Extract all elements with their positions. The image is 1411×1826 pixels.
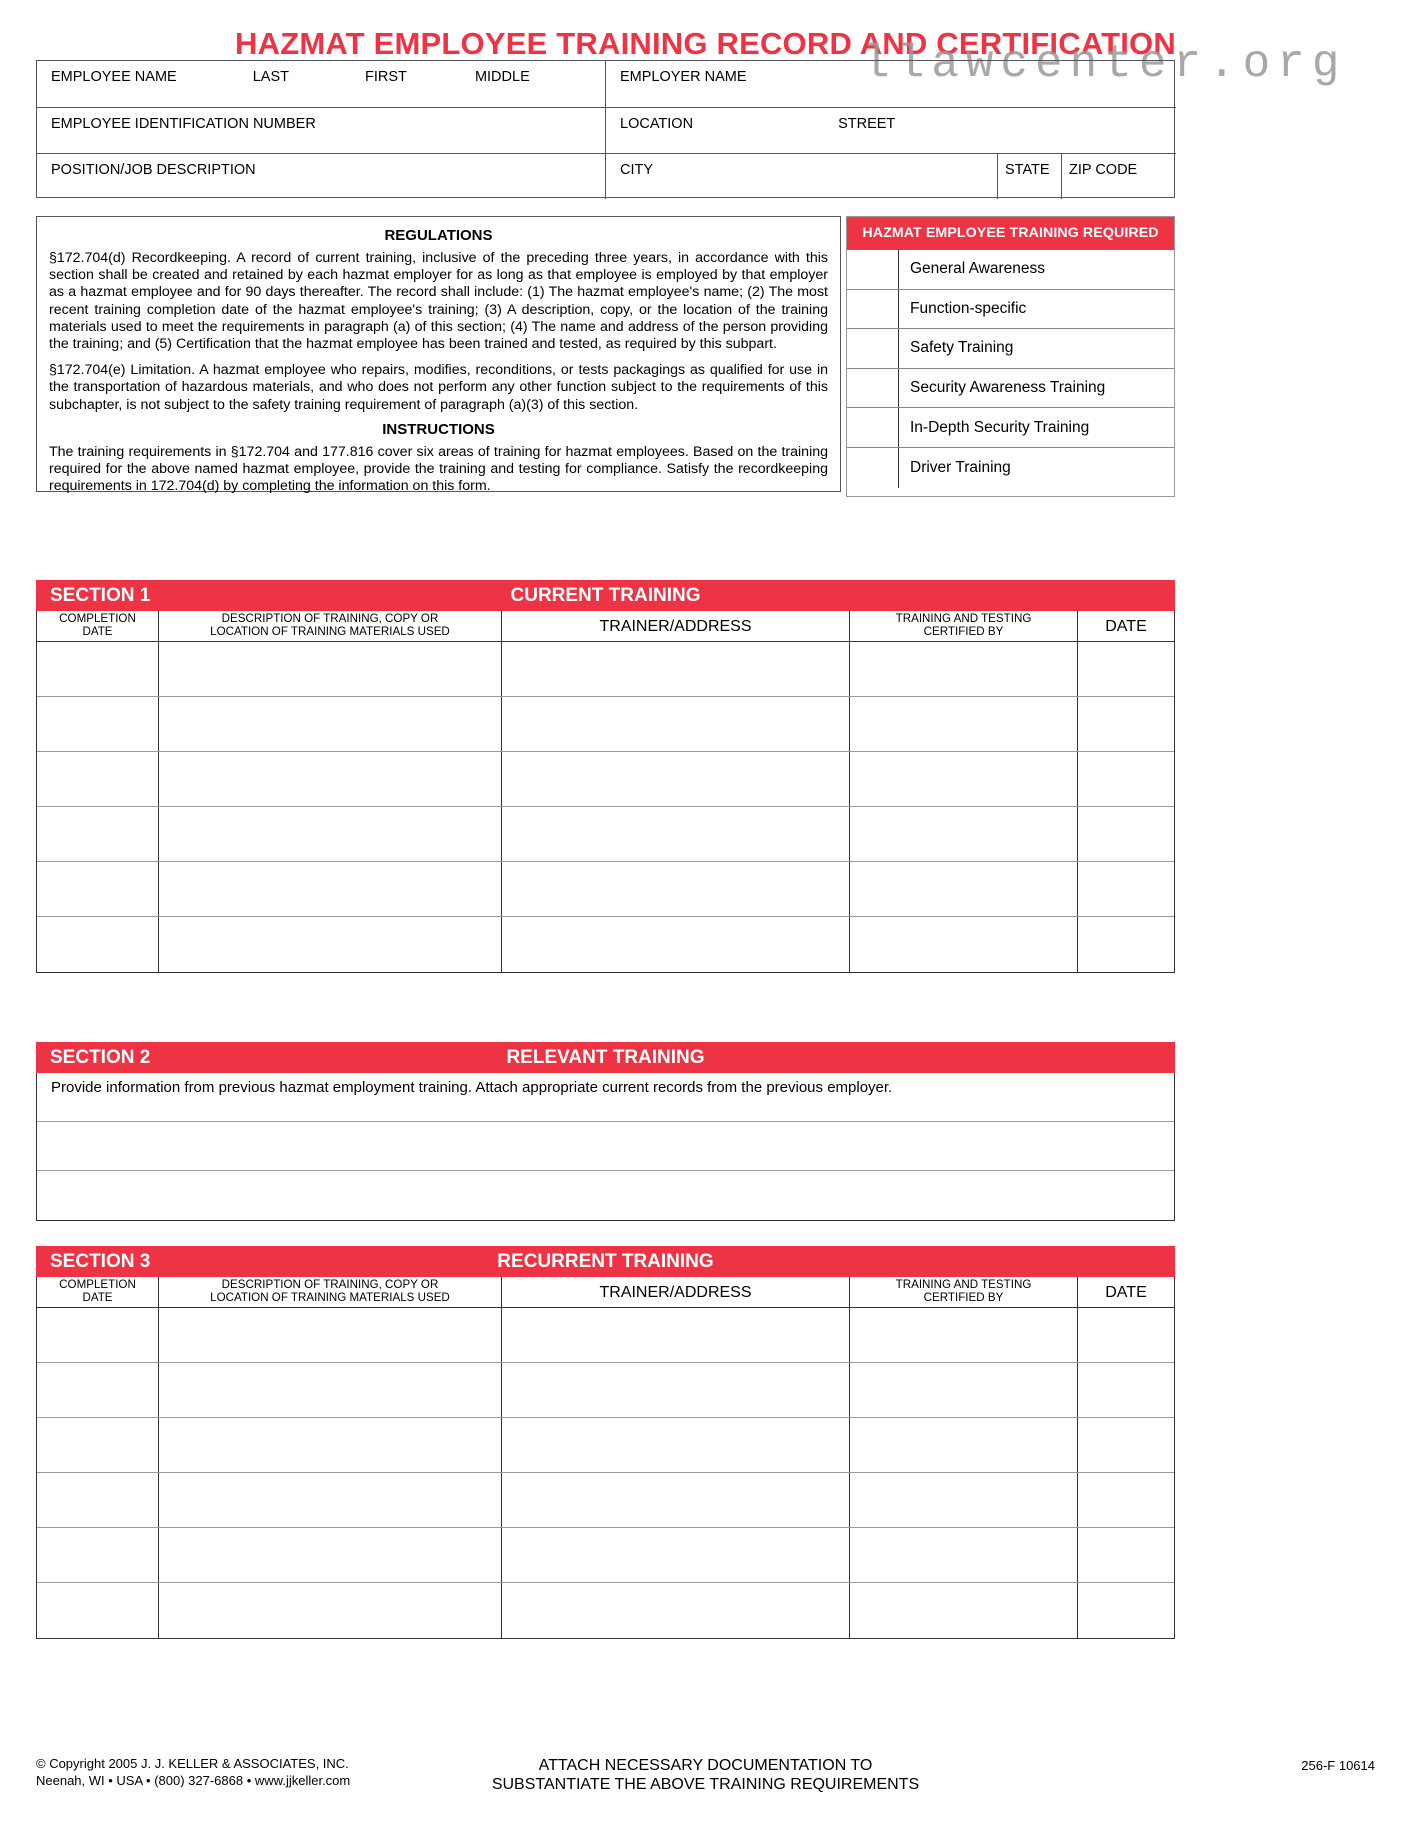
section1-table-header bbox=[37, 611, 1174, 642]
checkbox-cell[interactable] bbox=[847, 290, 899, 329]
col-line2: LOCATION OF TRAINING MATERIALS USED bbox=[210, 625, 450, 638]
col-line2: CERTIFIED BY bbox=[923, 625, 1004, 638]
table-row[interactable] bbox=[37, 862, 1174, 917]
col-line1: COMPLETION bbox=[59, 1278, 136, 1292]
cell-certified-by[interactable] bbox=[850, 1363, 1078, 1417]
instructions-heading: INSTRUCTIONS bbox=[382, 420, 495, 438]
table-row[interactable] bbox=[37, 642, 1174, 697]
table-row[interactable] bbox=[37, 1473, 1174, 1528]
cell-date[interactable] bbox=[1078, 917, 1174, 972]
training-required-item[interactable] bbox=[847, 369, 1174, 409]
section2-body bbox=[36, 1073, 1175, 1221]
city-field[interactable] bbox=[606, 154, 998, 199]
col-line1: DESCRIPTION OF TRAINING, COPY OR bbox=[221, 612, 439, 626]
section2-blank-line[interactable] bbox=[37, 1122, 1174, 1171]
zip-label: ZIP CODE bbox=[1069, 162, 1138, 178]
training-required-item[interactable] bbox=[847, 250, 1174, 290]
section1-number: SECTION 1 bbox=[50, 585, 151, 606]
section3-table bbox=[36, 1277, 1175, 1639]
employee-name-field[interactable] bbox=[37, 61, 606, 108]
section3-table-header bbox=[37, 1277, 1174, 1308]
col-line1: DESCRIPTION OF TRAINING, COPY OR bbox=[221, 1278, 439, 1292]
section2-header-bar bbox=[36, 1042, 1175, 1073]
col-line1: DATE bbox=[1105, 1283, 1147, 1301]
regulations-heading: REGULATIONS bbox=[384, 227, 493, 244]
cell-trainer[interactable] bbox=[502, 697, 850, 751]
instructions-body: The training requirements in §172.704 and 177.816 cover six areas of training for hazmat employees. Based on the training required for the above named hazmat employee, provide the training and testing for compliance. Satisfy the recordkeeping requirements in 172.704(d) by completing the information on this form. bbox=[49, 443, 828, 495]
section3-number: SECTION 3 bbox=[50, 1251, 151, 1272]
table-row[interactable] bbox=[37, 807, 1174, 862]
checkbox-cell[interactable] bbox=[847, 408, 899, 447]
cell-description[interactable] bbox=[159, 807, 502, 861]
regulations-paragraph-1: §172.704(d) Recordkeeping. A record of current training, inclusive of the preceding three years, in accordance with this section shall be created and retained by each hazmat employer for as long as that employee is employed by that employer as a hazmat employee and for 90 days thereafter. The record shall include: (1) The hazmat employee's name; (2) The most recent training completion date of the hazmat employee's training; (3) A description, copy, or the location of the training materials used to meet the requirements in paragraph (a) of this section; (4) The name and address of the person providing the training; and (5) Certification that the hazmat employee has been trained and tested, as required by this subpart. bbox=[49, 250, 828, 353]
attach-line-1: ATTACH NECESSARY DOCUMENTATION TO bbox=[538, 1757, 873, 1774]
cell-date[interactable] bbox=[1078, 1308, 1174, 1362]
position-field[interactable] bbox=[37, 154, 606, 199]
table-row[interactable] bbox=[37, 1363, 1174, 1418]
training-required-item[interactable] bbox=[847, 290, 1174, 330]
column-header-certified-by bbox=[850, 611, 1078, 641]
state-label: STATE bbox=[1005, 162, 1050, 178]
col-line1: TRAINER/ADDRESS bbox=[599, 617, 752, 635]
section1-table bbox=[36, 611, 1175, 973]
cell-date[interactable] bbox=[1078, 642, 1174, 696]
table-row[interactable] bbox=[37, 752, 1174, 807]
employee-name-label: EMPLOYEE NAME bbox=[51, 69, 177, 85]
cell-description[interactable] bbox=[159, 1528, 502, 1582]
cell-description[interactable] bbox=[159, 917, 502, 972]
cell-certified-by[interactable] bbox=[850, 1583, 1078, 1638]
cell-completion-date[interactable] bbox=[37, 752, 159, 806]
cell-certified-by[interactable] bbox=[850, 1528, 1078, 1582]
cell-certified-by[interactable] bbox=[850, 642, 1078, 696]
column-header-certified-by bbox=[850, 1277, 1078, 1307]
cell-description[interactable] bbox=[159, 1308, 502, 1362]
checkbox-cell[interactable] bbox=[847, 369, 899, 408]
col-line2: CERTIFIED BY bbox=[923, 1291, 1004, 1304]
col-line1: TRAINER/ADDRESS bbox=[599, 1283, 752, 1301]
copyright-line-1: © Copyright 2005 J. J. KELLER & ASSOCIATES, INC. bbox=[36, 1756, 349, 1771]
section1-header-bar bbox=[36, 580, 1175, 611]
attach-line-2: SUBSTANTIATE THE ABOVE TRAINING REQUIREMENTS bbox=[491, 1776, 920, 1793]
column-header-trainer-address bbox=[502, 611, 850, 641]
attach-documentation-note bbox=[0, 1756, 1411, 1794]
table-row[interactable] bbox=[37, 697, 1174, 752]
cell-completion-date[interactable] bbox=[37, 1528, 159, 1582]
cell-trainer[interactable] bbox=[502, 862, 850, 916]
last-label: LAST bbox=[252, 69, 289, 85]
employee-id-label: EMPLOYEE IDENTIFICATION NUMBER bbox=[51, 116, 316, 132]
cell-date[interactable] bbox=[1078, 1363, 1174, 1417]
cell-description[interactable] bbox=[159, 1473, 502, 1527]
cell-completion-date[interactable] bbox=[37, 1418, 159, 1472]
cell-certified-by[interactable] bbox=[850, 807, 1078, 861]
cell-description[interactable] bbox=[159, 642, 502, 696]
column-header-date bbox=[1078, 611, 1174, 641]
watermark: llawcenter.org bbox=[862, 38, 1347, 90]
form-number: 256-F 10614 bbox=[1301, 1758, 1375, 1773]
cell-trainer[interactable] bbox=[502, 1473, 850, 1527]
cell-completion-date[interactable] bbox=[37, 807, 159, 861]
cell-completion-date[interactable] bbox=[37, 862, 159, 916]
table-row[interactable] bbox=[37, 1418, 1174, 1473]
cell-trainer[interactable] bbox=[502, 1418, 850, 1472]
cell-trainer[interactable] bbox=[502, 752, 850, 806]
regulations-panel bbox=[36, 216, 841, 495]
cell-completion-date[interactable] bbox=[37, 697, 159, 751]
cell-certified-by[interactable] bbox=[850, 1308, 1078, 1362]
table-row[interactable] bbox=[37, 1583, 1174, 1638]
training-required-label: Driver Training bbox=[910, 458, 1011, 476]
first-label: FIRST bbox=[365, 69, 407, 85]
cell-completion-date[interactable] bbox=[37, 1363, 159, 1417]
training-required-item[interactable] bbox=[847, 448, 1174, 488]
training-required-label: Function-specific bbox=[910, 299, 1027, 317]
cell-description[interactable] bbox=[159, 1583, 502, 1638]
cell-trainer[interactable] bbox=[502, 1308, 850, 1362]
location-label: LOCATION bbox=[620, 116, 694, 132]
cell-trainer[interactable] bbox=[502, 1363, 850, 1417]
cell-date[interactable] bbox=[1078, 1583, 1174, 1638]
cell-trainer[interactable] bbox=[502, 917, 850, 972]
training-required-item[interactable] bbox=[847, 408, 1174, 448]
col-line2: DATE bbox=[82, 1291, 113, 1304]
section2-number: SECTION 2 bbox=[50, 1047, 151, 1068]
copyright-line-2: Neenah, WI • USA • (800) 327-6868 • www.jjkeller.com bbox=[36, 1772, 351, 1788]
state-field[interactable] bbox=[998, 154, 1062, 199]
checkbox-cell[interactable] bbox=[847, 329, 899, 368]
checkbox-cell[interactable] bbox=[847, 448, 899, 488]
cell-description[interactable] bbox=[159, 1418, 502, 1472]
column-header-description bbox=[159, 1277, 502, 1307]
checkbox-cell[interactable] bbox=[847, 250, 899, 289]
cell-certified-by[interactable] bbox=[850, 752, 1078, 806]
cell-certified-by[interactable] bbox=[850, 1418, 1078, 1472]
zip-field[interactable] bbox=[1062, 154, 1176, 199]
column-header-trainer-address bbox=[502, 1277, 850, 1307]
page-title: HAZMAT EMPLOYEE TRAINING RECORD AND CERTIFICATION bbox=[235, 26, 1176, 61]
regulations-paragraph-2: §172.704(e) Limitation. A hazmat employee who repairs, modifies, reconditions, or tests packagings as qualified for use in the transportation of hazardous materials, and who does not perform any other function subject to the requirements of this subchapter, is not subject to the safety training requirement of paragraph (a)(3) of this section. bbox=[49, 362, 828, 413]
middle-label: MIDDLE bbox=[474, 69, 530, 85]
column-header-date bbox=[1078, 1277, 1174, 1307]
cell-description[interactable] bbox=[159, 1363, 502, 1417]
cell-completion-date[interactable] bbox=[37, 917, 159, 972]
employee-id-field[interactable] bbox=[37, 108, 606, 154]
col-line1: DATE bbox=[1105, 617, 1147, 635]
section3-header-bar bbox=[36, 1246, 1175, 1277]
training-required-item[interactable] bbox=[847, 329, 1174, 369]
position-label: POSITION/JOB DESCRIPTION bbox=[51, 162, 256, 178]
cell-certified-by[interactable] bbox=[850, 697, 1078, 751]
cell-certified-by[interactable] bbox=[850, 917, 1078, 972]
cell-date[interactable] bbox=[1078, 1418, 1174, 1472]
cell-trainer[interactable] bbox=[502, 1583, 850, 1638]
col-line1: TRAINING AND TESTING bbox=[895, 1278, 1032, 1292]
cell-completion-date[interactable] bbox=[37, 1583, 159, 1638]
col-line2: DATE bbox=[82, 625, 113, 638]
cell-date[interactable] bbox=[1078, 1528, 1174, 1582]
col-line1: TRAINING AND TESTING bbox=[895, 612, 1032, 626]
training-required-panel bbox=[846, 216, 1175, 497]
cell-description[interactable] bbox=[159, 752, 502, 806]
employee-identity-grid bbox=[36, 60, 1175, 198]
col-line2: LOCATION OF TRAINING MATERIALS USED bbox=[210, 1291, 450, 1304]
cell-description[interactable] bbox=[159, 862, 502, 916]
cell-description[interactable] bbox=[159, 697, 502, 751]
section2-blank-line[interactable] bbox=[37, 1171, 1174, 1220]
cell-date[interactable] bbox=[1078, 752, 1174, 806]
cell-date[interactable] bbox=[1078, 697, 1174, 751]
city-label: CITY bbox=[620, 162, 654, 178]
training-required-label: Safety Training bbox=[910, 339, 1014, 357]
section1-title: CURRENT TRAINING bbox=[510, 585, 701, 606]
cell-trainer[interactable] bbox=[502, 1528, 850, 1582]
cell-completion-date[interactable] bbox=[37, 1473, 159, 1527]
street-label: STREET bbox=[838, 116, 896, 132]
table-row[interactable] bbox=[37, 917, 1174, 972]
cell-trainer[interactable] bbox=[502, 642, 850, 696]
section2-title: RELEVANT TRAINING bbox=[506, 1047, 705, 1068]
cell-trainer[interactable] bbox=[502, 807, 850, 861]
training-required-label: Security Awareness Training bbox=[910, 379, 1106, 397]
cell-date[interactable] bbox=[1078, 862, 1174, 916]
training-required-label: General Awareness bbox=[910, 260, 1045, 278]
location-field[interactable] bbox=[606, 108, 1176, 154]
cell-certified-by[interactable] bbox=[850, 1473, 1078, 1527]
employer-name-field[interactable] bbox=[606, 61, 1176, 108]
employer-name-label: EMPLOYER NAME bbox=[620, 69, 747, 85]
column-header-completion-date bbox=[37, 1277, 159, 1307]
column-header-completion-date bbox=[37, 611, 159, 641]
training-required-label: In-Depth Security Training bbox=[910, 418, 1090, 436]
cell-completion-date[interactable] bbox=[37, 642, 159, 696]
cell-completion-date[interactable] bbox=[37, 1308, 159, 1362]
cell-date[interactable] bbox=[1078, 1473, 1174, 1527]
table-row[interactable] bbox=[37, 1308, 1174, 1363]
col-line1: COMPLETION bbox=[59, 612, 136, 626]
training-required-heading: HAZMAT EMPLOYEE TRAINING REQUIRED bbox=[847, 217, 1174, 250]
column-header-description bbox=[159, 611, 502, 641]
section2-note: Provide information from previous hazmat employment training. Attach appropriate current records from the previous employer. bbox=[37, 1073, 1174, 1122]
table-row[interactable] bbox=[37, 1528, 1174, 1583]
cell-date[interactable] bbox=[1078, 807, 1174, 861]
cell-certified-by[interactable] bbox=[850, 862, 1078, 916]
section3-title: RECURRENT TRAINING bbox=[497, 1251, 714, 1272]
